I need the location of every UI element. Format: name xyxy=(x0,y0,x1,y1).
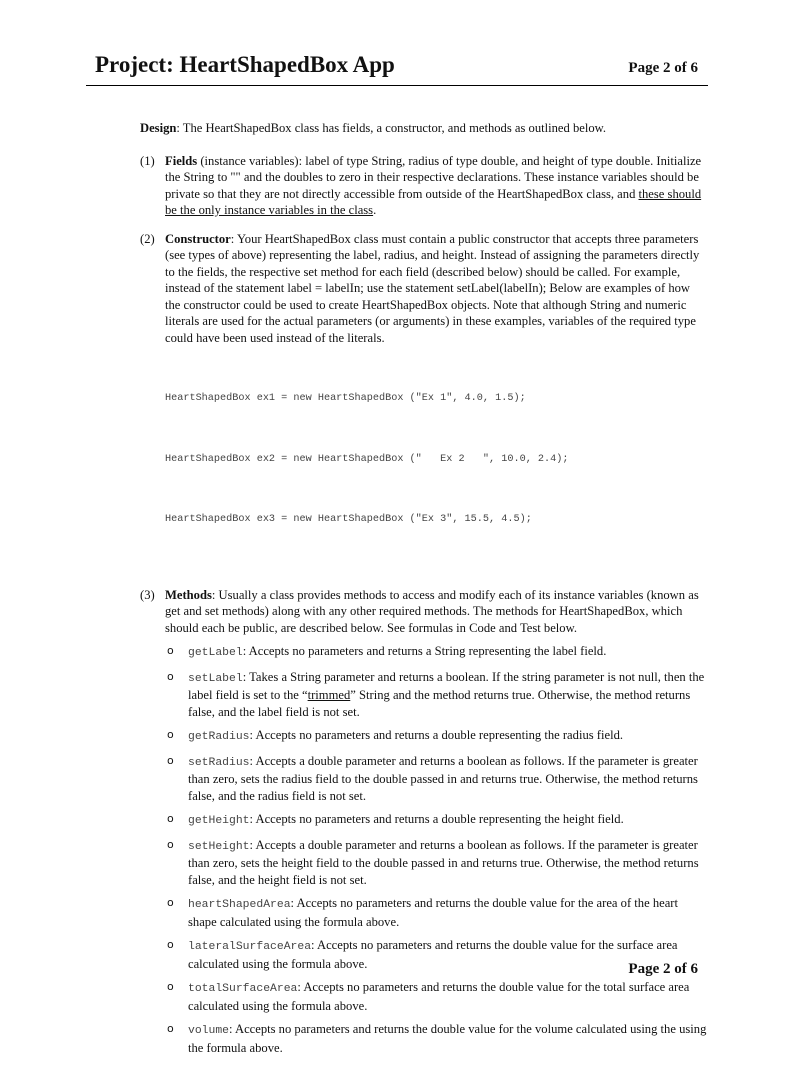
method-description: : Accepts no parameters and returns the double value for the surface area calculated using the formula above. xyxy=(188,938,678,971)
section-number: (1) xyxy=(140,153,155,168)
method-description: : Accepts no parameters and returns a String representing the label field. xyxy=(242,644,607,658)
methods-section xyxy=(140,587,708,1057)
methods-text: : Usually a class provides methods to access and modify each of its instance variables (known as get and set methods) along with any other required methods. The methods for HeartShapedBox, which should each be public, are described below. See formulas in Code and Test below. xyxy=(165,587,699,635)
method-name: getHeight xyxy=(188,815,250,827)
method-description: : Accepts no parameters and returns a double representing the radius field. xyxy=(249,728,624,742)
header-page-number: Page 2 of 6 xyxy=(628,60,698,76)
method-item-heartshapedarea xyxy=(165,895,708,930)
code-line: HeartShapedBox ex3 = new HeartShapedBox ("Ex 3", 15.5, 4.5); xyxy=(165,514,532,525)
code-example-block xyxy=(165,358,708,573)
bullet-icon: o xyxy=(167,1022,174,1035)
method-item-getradius xyxy=(165,727,708,746)
section-number: (3) xyxy=(140,587,155,602)
code-line: HeartShapedBox ex2 = new HeartShapedBox (" Ex 2 ", 10.0, 2.4); xyxy=(165,453,569,465)
method-description: : Takes a String parameter and returns a boolean. If the string parameter is not null, then the label field is set to the “ xyxy=(188,669,705,702)
bullet-icon: o xyxy=(167,644,174,657)
method-name: totalSurfaceArea xyxy=(188,983,298,995)
method-item-getheight xyxy=(165,811,708,830)
bullet-icon: o xyxy=(167,938,174,951)
method-item-setlabel xyxy=(165,669,708,721)
method-item-setheight xyxy=(165,837,708,889)
method-name: getRadius xyxy=(188,731,250,743)
fields-end: . xyxy=(373,203,377,217)
method-description: : Accepts no parameters and returns a double representing the height field. xyxy=(249,812,624,826)
method-item-totalsurfacearea xyxy=(165,979,708,1014)
bullet-icon: o xyxy=(167,728,174,741)
method-name: setHeight xyxy=(188,840,250,853)
constructor-label: Constructor xyxy=(165,231,231,246)
constructor-paragraph xyxy=(165,231,708,347)
fields-section xyxy=(140,153,708,219)
footer-page-number: Page 2 of 6 xyxy=(628,961,698,977)
page-title: Project: HeartShapedBox App xyxy=(95,52,395,77)
method-description: : Accepts no parameters and returns the double value for the volume calculated using the using the formula above. xyxy=(188,1022,707,1055)
method-description-continued: ” String and the method returns true. Otherwise, the method returns false, and the label field is not set. xyxy=(188,688,691,719)
method-item-setradius xyxy=(165,753,708,805)
document-body xyxy=(140,120,708,1068)
method-name: heartShapedArea xyxy=(188,899,291,911)
method-name: setLabel xyxy=(188,672,243,685)
bullet-icon: o xyxy=(167,980,174,993)
fields-paragraph xyxy=(165,153,708,219)
method-item-lateralsurfacearea xyxy=(165,937,708,972)
method-description: : Accepts no parameters and returns the double value for the area of the heart shape calculated using the formula above. xyxy=(188,896,678,929)
design-label: Design xyxy=(140,121,177,135)
method-description: : Accepts a double parameter and returns a boolean as follows. If the parameter is greater than zero, sets the radius field to the double passed in and returns true. Otherwise, the method returns false, and the radius field is not set. xyxy=(188,753,698,803)
method-name: getLabel xyxy=(188,647,243,659)
fields-text: (instance variables): label of type String, radius of type double, and height of type double. Initialize the String to "" and the doubles to zero in their respective declarations. These instance variables should be private so that they are not directly accessible from outside of the HeartShapedBox class, and xyxy=(165,153,702,201)
bullet-icon: o xyxy=(167,837,174,851)
constructor-section xyxy=(140,231,708,573)
header-divider xyxy=(86,85,708,86)
constructor-text: : Your HeartShapedBox class must contain a public constructor that accepts three parameters (see types of above) representing the label, radius, and height. Instead of assigning the parameters directly to the fields, the respective set method for each field (described below) should be called. For example, instead of the statement label = labelIn; use the statement setLabel(labelIn); Below are examples of how the constructor could be used to create HeartShapedBox objects. Note that although String and numeric literals are used for the actual parameters (or arguments) in these examples, variables of the required type could have been used instead of the literals. xyxy=(165,231,700,345)
design-text: : The HeartShapedBox class has fields, a constructor, and methods as outlined below. xyxy=(176,121,607,135)
methods-label: Methods xyxy=(165,587,212,602)
method-item-getlabel xyxy=(165,643,708,662)
method-item-volume xyxy=(165,1021,708,1056)
fields-underlined-text: these should be the only instance variables in the class xyxy=(165,186,702,217)
methods-paragraph xyxy=(165,587,708,637)
fields-label: Fields xyxy=(165,153,198,168)
section-number: (2) xyxy=(140,231,155,246)
code-line: HeartShapedBox ex1 = new HeartShapedBox ("Ex 1", 4.0, 1.5); xyxy=(165,393,526,404)
method-description: : Accepts a double parameter and returns a boolean as follows. If the parameter is greater than zero, sets the height field to the double passed in and returns true. Otherwise, the method returns false, and the height field is not set. xyxy=(188,837,699,887)
design-paragraph xyxy=(140,120,708,137)
method-name: setRadius xyxy=(188,756,250,769)
method-name: lateralSurfaceArea xyxy=(188,941,312,953)
bullet-icon: o xyxy=(167,753,174,767)
trimmed-underlined-text: trimmed xyxy=(307,688,351,702)
bullet-icon: o xyxy=(167,812,174,825)
method-name: volume xyxy=(188,1025,230,1037)
method-description: : Accepts no parameters and returns the double value for the total surface area calculated using the formula above. xyxy=(188,980,690,1013)
bullet-icon: o xyxy=(167,896,174,909)
bullet-icon: o xyxy=(167,669,174,683)
